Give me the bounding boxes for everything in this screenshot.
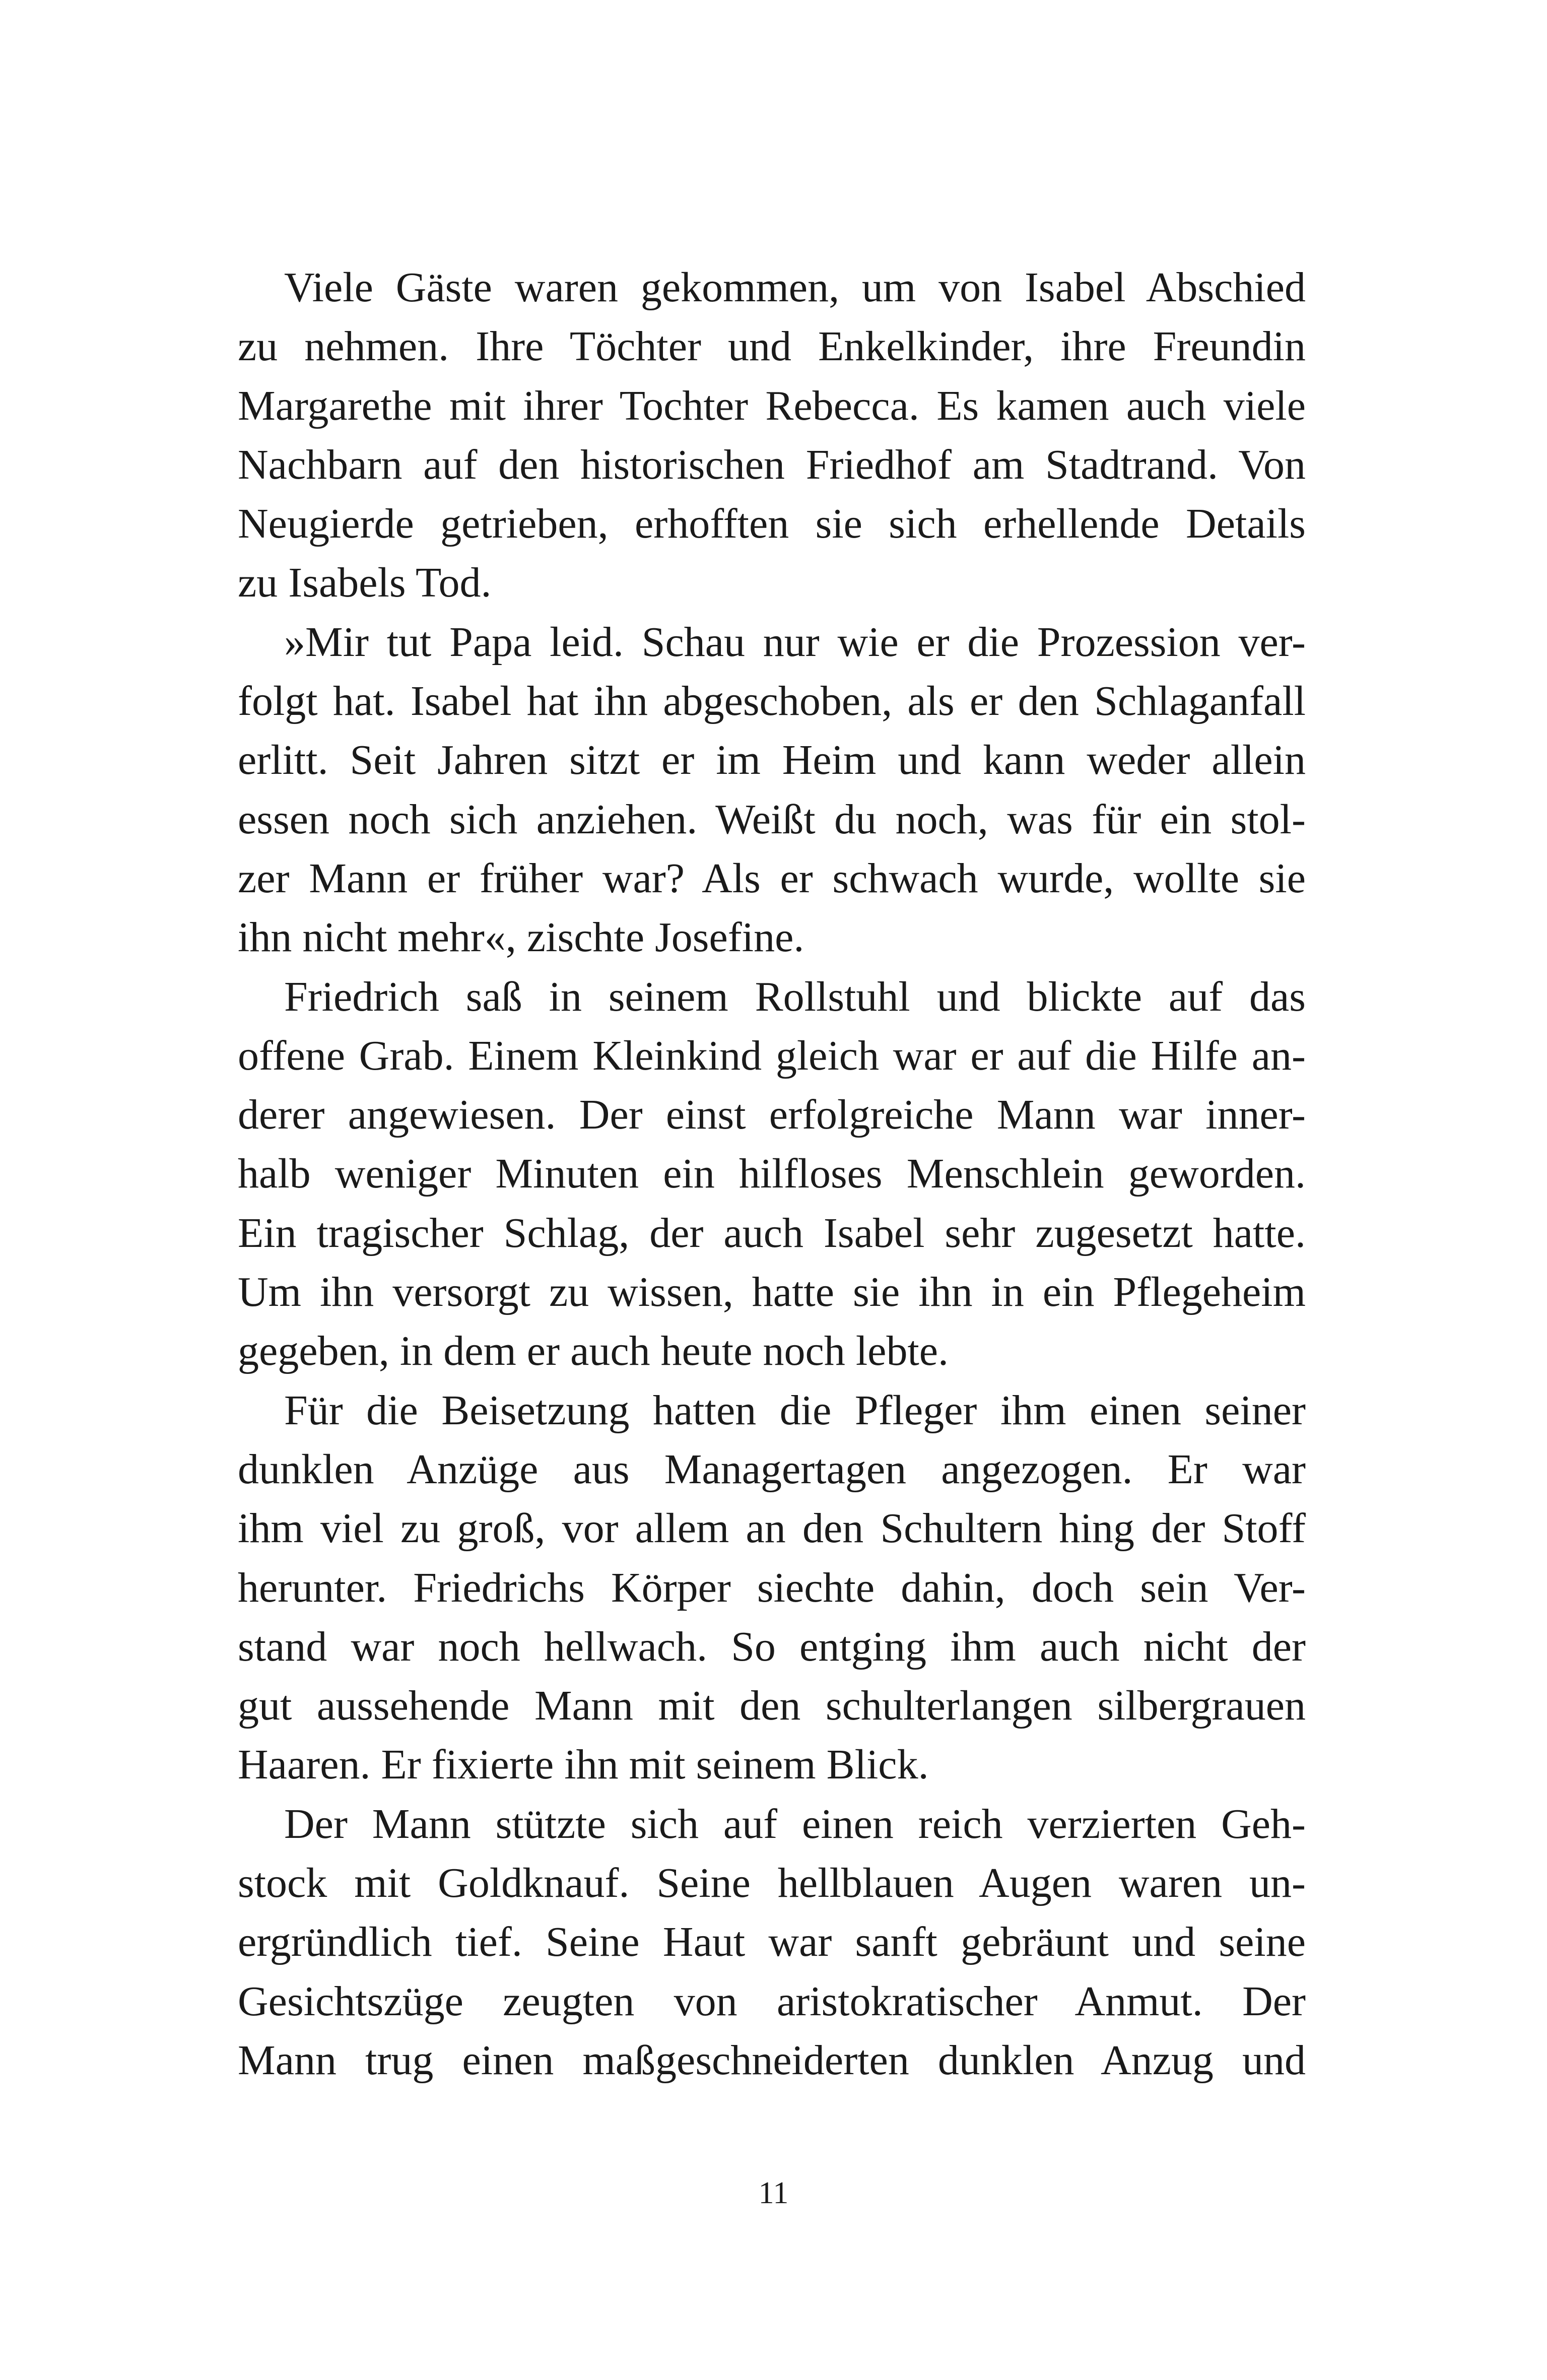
text-line: ihm viel zu groß, vor allem an den Schultern hing der Stoff xyxy=(238,1505,1306,1552)
text-line: folgt hat. Isabel hat ihn abgeschoben, als er den Schlaganfall xyxy=(238,678,1306,725)
text-line: Viele Gäste waren gekommen, um von Isabel Abschied xyxy=(284,264,1306,311)
text-line: offene Grab. Einem Kleinkind gleich war er auf die Hilfe an- xyxy=(238,1032,1306,1079)
text-line: derer angewiesen. Der einst erfolgreiche Mann war inner- xyxy=(238,1091,1306,1139)
text-line: Haaren. Er fixierte ihn mit seinem Blick. xyxy=(238,1741,929,1789)
text-line: Mann trug einen maßgeschneiderten dunklen Anzug und xyxy=(238,2036,1306,2084)
text-line: stock mit Goldknauf. Seine hellblauen Augen waren un- xyxy=(238,1860,1306,1907)
body-text xyxy=(238,258,1306,2090)
paragraph-5 xyxy=(238,1795,1306,2090)
text-line: Neugierde getrieben, erhofften sie sich erhellende Details xyxy=(238,500,1306,548)
paragraph-4 xyxy=(238,1381,1306,1795)
text-line: erlitt. Seit Jahren sitzt er im Heim und kann weder allein xyxy=(238,737,1306,784)
text-line: Nachbarn auf den historischen Friedhof am Stadtrand. Von xyxy=(238,441,1306,488)
paragraph-2 xyxy=(238,613,1306,967)
text-line: Margarethe mit ihrer Tochter Rebecca. Es kamen auch viele xyxy=(238,382,1306,429)
text-line: Gesichtszüge zeugten von aristokratischer Anmut. Der xyxy=(238,1977,1306,2025)
text-line: Um ihn versorgt zu wissen, hatte sie ihn in ein Pflegeheim xyxy=(238,1269,1306,1316)
text-line: gegeben, in dem er auch heute noch lebte. xyxy=(238,1328,949,1375)
text-line: zer Mann er früher war? Als er schwach wurde, wollte sie xyxy=(238,854,1306,902)
paragraph-1 xyxy=(238,258,1306,613)
text-line: herunter. Friedrichs Körper siechte dahin, doch sein Ver- xyxy=(238,1564,1306,1611)
text-line: ergründlich tief. Seine Haut war sanft gebräunt und seine xyxy=(238,1919,1306,1966)
text-line: Für die Beisetzung hatten die Pfleger ihm einen seiner xyxy=(284,1386,1306,1434)
text-line: ihn nicht mehr«, zischte Josefine. xyxy=(238,914,804,961)
text-line: stand war noch hellwach. So entging ihm auch nicht der xyxy=(238,1623,1306,1670)
text-line: dunklen Anzüge aus Managertagen angezogen. Er war xyxy=(238,1445,1306,1493)
text-line: zu Isabels Tod. xyxy=(238,559,492,607)
text-line: essen noch sich anziehen. Weißt du noch, was für ein stol- xyxy=(238,796,1306,843)
paragraph-3 xyxy=(238,967,1306,1381)
text-line: »Mir tut Papa leid. Schau nur wie er die Prozession ver- xyxy=(284,618,1306,666)
text-line: Der Mann stützte sich auf einen reich verzierten Geh- xyxy=(284,1800,1306,1847)
text-line: gut aussehende Mann mit den schulterlangen silbergrauen xyxy=(238,1682,1306,1730)
page-number: 11 xyxy=(758,2176,789,2210)
text-line: halb weniger Minuten ein hilfloses Menschlein geworden. xyxy=(238,1150,1306,1198)
text-line: Ein tragischer Schlag, der auch Isabel sehr zugesetzt hatte. xyxy=(238,1209,1306,1257)
text-line: zu nehmen. Ihre Töchter und Enkelkinder, ihre Freundin xyxy=(238,323,1306,370)
text-line: Friedrich saß in seinem Rollstuhl und blickte auf das xyxy=(284,973,1306,1020)
